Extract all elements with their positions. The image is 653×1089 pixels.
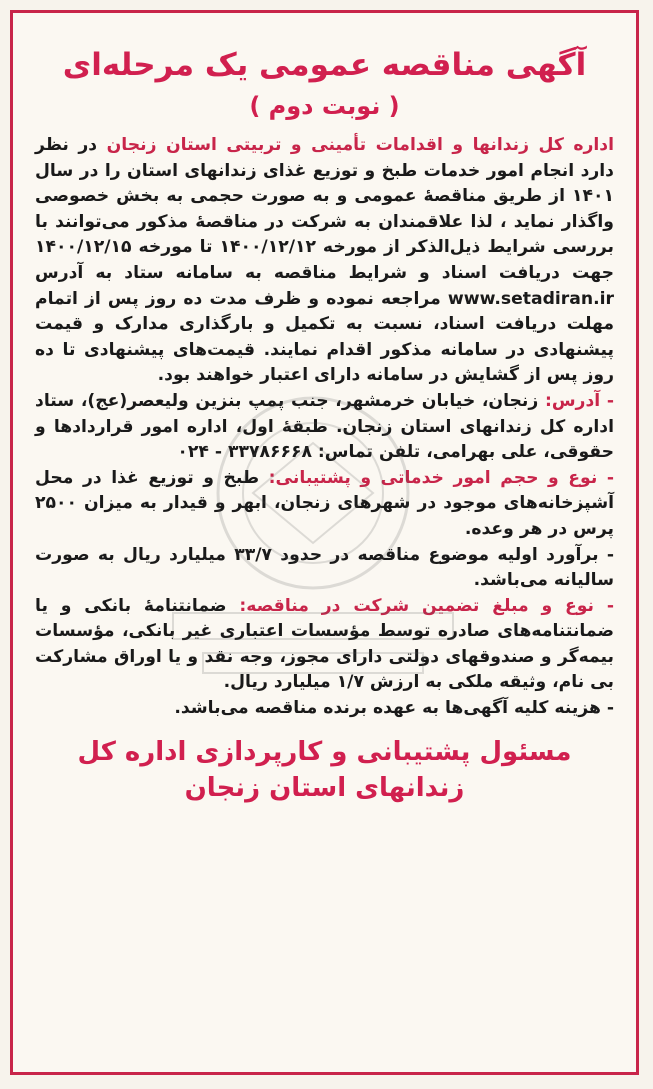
scope-text: طبخ و توزیع غذا در محل آشپزخانه‌های موجود در شهرهای زنجان، ابهر و قیدار به میزان ۲۵۰۰ پرس در هر وعده. [35, 467, 614, 539]
estimate-text: - برآورد اولیه موضوع مناقصه در حدود ۳۳/۷ میلیارد ریال به صورت سالیانه می‌باشد. [35, 544, 615, 591]
scope-paragraph [35, 466, 614, 543]
organization-name: اداره‌ کل زندانها و اقدامات تأمینی و تربیتی استان زنجان [106, 135, 614, 155]
guarantee-label: - نوع و مبلغ تضمین شرکت در مناقصه: [239, 595, 614, 616]
intro-text-1: در نظر دارد انجام امور خدمات طبخ و توزیع غذای زندانهای استان را در سال ۱۴۰۱ از طریق مناقصهٔ عمومی و به صورت حجمی به بخش خصوصی واگذار نماید ، لذا علاقمندان به شرکت در مناقصهٔ مذکور می‌توانند با بررسی شرایط ذیل‌الذکر از مورخه ۱۴۰۰/۱۲/۱۲ تا مورخه ۱۴۰۰/۱۲/۱۵ جهت دریافت اسناد و شرایط مناقصه به سامانه ستاد به آدرس [35, 135, 615, 283]
website-link[interactable]: www.setadiran.ir [447, 288, 614, 309]
scope-label: - نوع و حجم امور خدماتی و پشتیبانی: [268, 467, 614, 488]
footer-signature [35, 734, 614, 806]
address-text: زنجان، خیابان خرمشهر، جنب پمپ بنزین ولیعصر(عج)، ستاد اداره‌ کل زندانهای استان زنجان. طبقهٔ اول، اداره امور قراردادها و حقوقی، علی بهرامی، تلفن تماس: ۳۳۷۸۶۶۶۸ - ۰۲۴ [35, 390, 614, 463]
footer-line-1: مسئول پشتیبانی و کارپردازی اداره کل [77, 736, 572, 767]
costs-text: - هزینه کلیه آگهی‌ها به عهده برنده مناقصه می‌باشد. [174, 698, 614, 719]
estimate-paragraph [35, 543, 614, 594]
address-label: - آدرس: [544, 390, 614, 411]
guarantee-paragraph [35, 594, 614, 696]
notice-content [35, 25, 614, 1062]
notice-title: آگهی مناقصه عمومی یک مرحله‌ای [62, 47, 587, 83]
intro-paragraph [35, 133, 614, 389]
notice-frame [10, 10, 639, 1075]
intro-text-2: مراجعه نموده و ظرف مدت ده روز پس از اتمام مهلت دریافت اسناد، نسبت به تکمیل و بارگذاری مدارک و قیمت پیشنهادی در سامانه مذکور اقدام نمایند. قیمت‌های پیشنهادی تا ده روز پس از گشایش در سامانه دارای اعتبار خواهند بود. [35, 288, 614, 386]
footer-line-2: زندانهای استان زنجان [184, 772, 465, 803]
address-paragraph [35, 389, 614, 466]
notice-subtitle: ( نوبت دوم ) [249, 92, 400, 120]
costs-paragraph [35, 696, 614, 722]
guarantee-text: ضمانتنامهٔ بانکی و یا ضمانتنامه‌های صادره توسط مؤسسات اعتباری غیر بانکی، مؤسسات بیمه‌گر و صندوقهای دولتی دارای مجوز، وجه نقد و یا اوراق مشارکت بی نام، وثیقه ملکی به ارزش ۱/۷ میلیارد ریال. [35, 595, 614, 693]
